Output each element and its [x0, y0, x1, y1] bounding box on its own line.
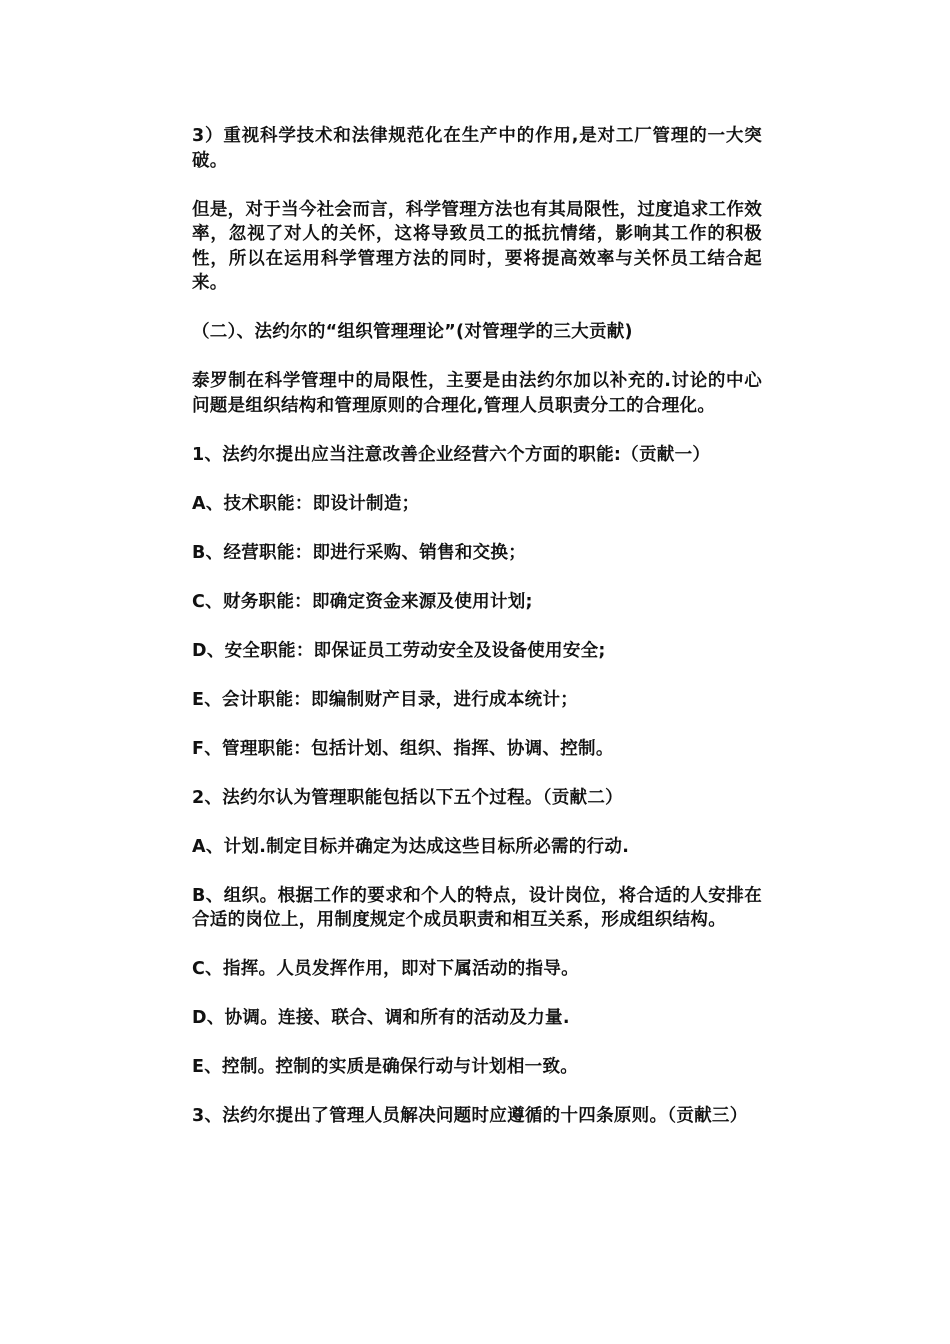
function-item-commercial: B、经营职能：即进行采购、销售和交换；: [192, 542, 527, 563]
list-heading-six-functions: 1、法约尔提出应当注意改善企业经营六个方面的职能:（贡献一）: [192, 444, 711, 465]
function-item-technical: A、技术职能：即设计制造；: [192, 493, 420, 514]
paragraph-limitations: 但是，对于当今社会而言，科学管理方法也有其局限性，过度追求工作效率，忽视了对人的关怀，这将导致员工的抵抗情绪，影响其工作的积极性，所以在运用科学管理方法的同时，要将提高效率与关怀员工结合起来。: [192, 199, 762, 293]
paragraph-tech-law-breakthrough: 3）重视科学技术和法律规范化在生产中的作用,是对工厂管理的一大突破。: [192, 126, 762, 171]
paragraph-fayol-supplement: 泰罗制在科学管理中的局限性，主要是由法约尔加以补充的.讨论的中心问题是组织结构和管理原则的合理化,管理人员职责分工的合理化。: [192, 371, 762, 416]
process-item-controlling: E、控制。控制的实质是确保行动与计划相一致。: [192, 1057, 579, 1077]
process-item-commanding: C、指挥。人员发挥作用，即对下属活动的指导。: [192, 959, 579, 979]
process-item-coordinating: D、协调。连接、联合、调和所有的活动及力量.: [192, 1008, 570, 1028]
function-item-security: D、安全职能：即保证员工劳动安全及设备使用安全;: [192, 640, 606, 661]
section-heading-fayol: （二）、法约尔的“组织管理理论”(对管理学的三大贡献): [192, 322, 633, 342]
function-item-accounting: E、会计职能：即编制财产目录，进行成本统计；: [192, 689, 579, 710]
function-item-management: F、管理职能：包括计划、组织、指挥、协调、控制。: [192, 738, 614, 759]
list-heading-five-processes: 2、法约尔认为管理职能包括以下五个过程。（贡献二）: [192, 787, 623, 808]
document-body: [192, 124, 762, 1153]
process-item-organizing: B、组织。根据工作的要求和个人的特点，设计岗位，将合适的人安排在合适的岗位上，用制度规定个成员职责和相互关系，形成组织结构。: [192, 885, 762, 930]
list-heading-fourteen-principles: 3、法约尔提出了管理人员解决问题时应遵循的十四条原则。（贡献三）: [192, 1106, 748, 1126]
function-item-financial: C、财务职能：即确定资金来源及使用计划;: [192, 591, 533, 612]
process-item-planning: A、计划.制定目标并确定为达成这些目标所必需的行动.: [192, 836, 630, 857]
